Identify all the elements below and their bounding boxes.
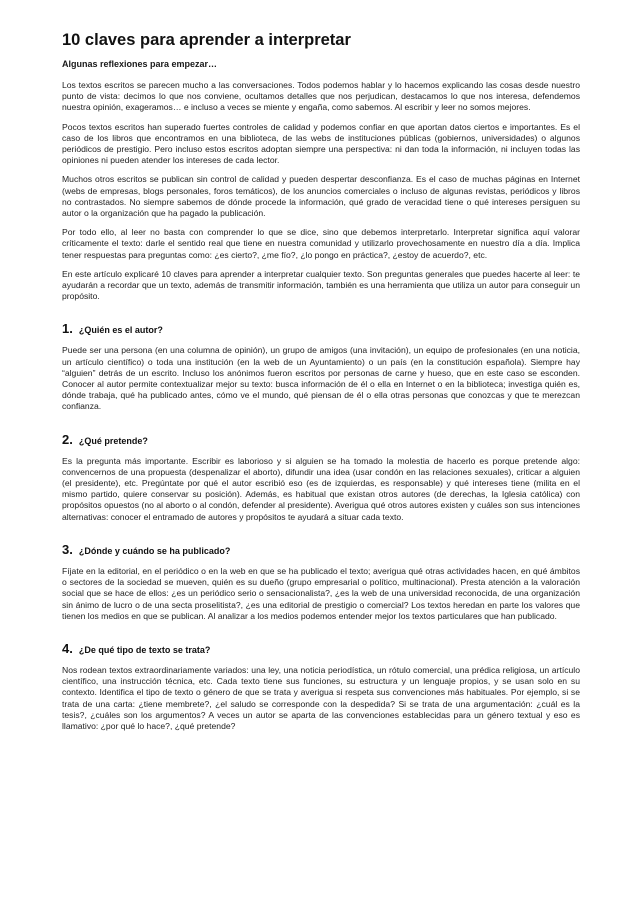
document-subtitle: Algunas reflexiones para empezar… xyxy=(62,59,218,69)
intro-paragraph: Muchos otros escritos se publican sin control de calidad y pueden despertar desconfianza. Es el caso de muchas páginas en Internet (webs de empresas, blogs personales, foros temáticos), de los anuncios comerciales o incluso de algunas revistas, periódicos y libros no contrastados. No siempre sabemos de dónde procede la información, qué grado de veracidad tiene o qué intereses persiguen su autor o la organización que ha pagado la publicación. xyxy=(62,174,580,219)
section-author xyxy=(62,322,580,412)
section-paragraph: Nos rodean textos extraordinariamente variados: una ley, una noticia periodística, un rótulo comercial, una prédica religiosa, un artículo científico, una instrucción técnica, etc. Cada texto tiene sus funciones, su estructura y un lenguaje propios, y se usan solo en su contexto. Identifica el tipo de texto o género de que se trata y averigua si respeta sus convenciones más habituales. Por ejemplo, si se trata de una carta: ¿tiene membrete?, ¿el saludo se corresponde con la despedida? Si se trata de una argumentación: ¿cuál es la tesis?, ¿cuáles son los argumentos? A veces un autor se aparta de las convenciones establecidas para un género textual y eso es llamativo: ¿por qué lo hace?, ¿qué pretende? xyxy=(62,664,580,731)
intro-paragraph: Pocos textos escritos han superado fuertes controles de calidad y podemos confiar en que aportan datos ciertos e importantes. Es el caso de los libros que encontramos en una biblioteca, de las webs de instituciones públicas (gobiernos, universidades) o algunos periódicos de prestigio. Pero incluso estos escritos adoptan siempre una perspectiva: ni dan toda la información, ni incluyen todas las opiniones ni pueden atender los intereses de cada lector. xyxy=(62,121,580,166)
section-heading xyxy=(62,543,580,557)
intro-paragraph: Los textos escritos se parecen mucho a las conversaciones. Todos podemos hablar y lo hacemos explicando las cosas desde nuestro punto de vista: decimos lo que nos conviene, ocultamos detalles que nos perjudican, destacamos lo que nos interesa, defendemos nuestra opinión, exageramos… e incluso a veces se miente y engaña, como sabemos. Al escribir y leer no somos mejores. xyxy=(62,80,580,113)
section-heading xyxy=(62,642,580,656)
section-title: ¿Quién es el autor? xyxy=(78,325,163,336)
section-number: 1. xyxy=(62,321,73,337)
section-paragraph: Es la pregunta más importante. Escribir es laborioso y si alguien se ha tomado la molestia de hacerlo es porque pretende algo: convencernos de una propuesta (despenalizar el aborto), difundir una idea (usar condón en las relaciones sexuales), criticar a alguien (el presidente), etc. Pregúntate por qué el autor escribió eso (es de izquierdas, es responsable) y qué intereses tiene (milita en el mismo partido, quiere conservar su posición). Además, es habitual que existan otros autores (de derechas, la Iglesia católica) con propósitos opuestos (no al aborto o al condón, defender al presidente). Averigua qué otros autores existen y cuáles son sus intenciones alternativas: conocer el entramado de autores y propósitos te ayudará a situar cada texto. xyxy=(62,455,580,522)
section-publication xyxy=(62,543,580,622)
section-number: 3. xyxy=(62,541,73,557)
section-purpose xyxy=(62,433,580,523)
section-title: ¿Dónde y cuándo se ha publicado? xyxy=(78,545,231,556)
intro-paragraph: Por todo ello, al leer no basta con comprender lo que se dice, sino que debemos interpretarlo. Interpretar significa aquí valorar críticamente el texto: darle el sentido real que tiene en nuestra comunidad y utilizarlo provechosamente en nuestro día a día. Implica tener respuestas para preguntas como: ¿es cierto?, ¿me fío?, ¿lo pongo en práctica?, ¿estoy de acuerdo?, etc. xyxy=(62,227,580,260)
section-heading xyxy=(62,322,580,336)
document-title: 10 claves para aprender a interpretar xyxy=(62,31,351,49)
section-heading xyxy=(62,433,580,447)
section-text-type xyxy=(62,642,580,732)
section-paragraph: Fíjate en la editorial, en el periódico o en la web en que se ha publicado el texto; averigua qué otras actividades hacen, en qué ámbitos o sectores de la sociedad se mueven, quién es su dueño (grupo empresarial o político, multinacional). Presta atención a la valoración social que se hace de ellos: ¿es un periódico serio o sensacionalista?, ¿es la web de una universidad reconocida, de una organización sin ánimo de lucro o de una secta proselitista?, ¿es una editorial de prestigio o comercial? Los textos heredan en parte los valores que tienen los medios en que se publican. Al analizar a los medios podemos entender mejor los textos particulares que han publicado. xyxy=(62,565,580,621)
intro-paragraph: En este artículo explicaré 10 claves para aprender a interpretar cualquier texto. Son preguntas generales que puedes hacerte al leer: te ayudarán a recordar que un texto, además de transmitir información, también es una herramienta que utiliza un autor para conseguir un propósito. xyxy=(62,268,580,302)
section-title: ¿De qué tipo de texto se trata? xyxy=(78,644,211,655)
section-paragraph: Puede ser una persona (en una columna de opinión), un grupo de amigos (una invitación), un equipo de profesionales (en una noticia, un artículo científico) o toda una institución (en la web de un Ayuntamiento) o un país (en la constitución española). Siempre hay “alguien” detrás de un escrito. Incluso los anónimos fueron escritos por personas de carne y hueso, que en este caso se esconden. Conocer al autor permite contextualizar mejor su texto: busca información de él o ella en Internet o en la biblioteca; investiga quién es, dónde trabaja, qué ha publicado antes, cómo ve el mundo, qué piensan de él o ella otras personas que conozcas y que te merezcan confianza. xyxy=(62,345,580,412)
section-title: ¿Qué pretende? xyxy=(78,435,148,446)
section-number: 4. xyxy=(62,640,73,656)
section-number: 2. xyxy=(62,431,73,447)
